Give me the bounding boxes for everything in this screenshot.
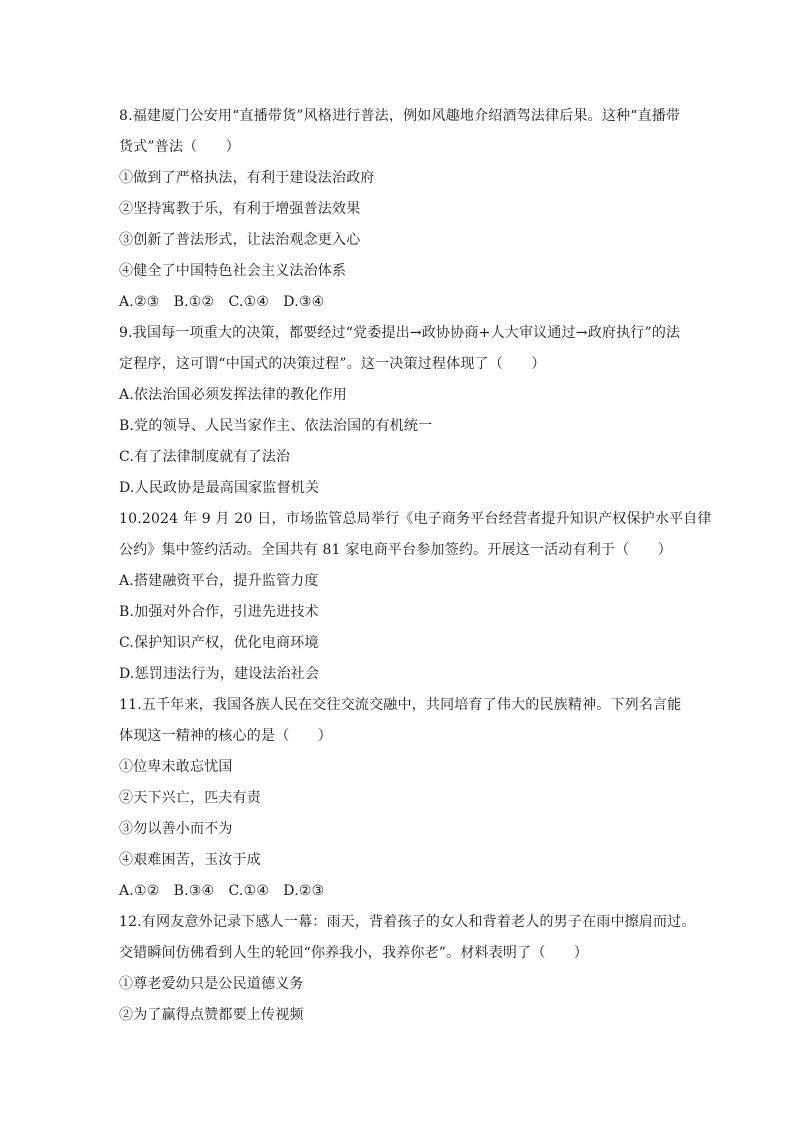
option-item: ②为了赢得点赞都要上传视频 [119, 1007, 304, 1023]
option-item: B.加强对外合作，引进先进技术 [119, 604, 319, 620]
exam-page [119, 101, 712, 1031]
question-11 [119, 690, 694, 907]
question-stem-line: 8.福建厦门公安用“直播带货”风格进行普法，例如风趣地介绍酒驾法律后果。这种“直播带 [119, 108, 681, 124]
option-item: A.依法治国必须发挥法律的教化作用 [119, 387, 347, 403]
question-stem-line: 交错瞬间仿佛看到人生的轮回“你养我小，我养你老”。材料表明了（ ） [119, 945, 589, 961]
option-item: C.有了法律制度就有了法治 [119, 449, 291, 465]
option-item: ④艰难困苦，玉汝于成 [119, 852, 261, 868]
option-item: ①尊老爱幼只是公民道德义务 [119, 976, 304, 992]
question-stem-line: 9.我国每一项重大的决策，都要经过“党委提出→政协协商+人大审议通过→政府执行”的法 [119, 325, 681, 341]
option-item: ②坚持寓教于乐，有利于增强普法效果 [119, 201, 361, 217]
question-stem-line: 货式”普法（ ） [119, 139, 240, 155]
question-stem-line: 12.有网友意外记录下感人一幕：雨天，背着孩子的女人和背着老人的男子在雨中擦肩而过。 [119, 914, 696, 930]
question-stem-line: 体现这一精神的核心的是（ ） [119, 728, 332, 744]
question-stem-line: 公约》集中签约活动。全国共有 81 家电商平台参加签约。开展这一活动有利于（ ） [119, 542, 672, 558]
option-item: ①位卑未敢忘忧国 [119, 759, 233, 775]
option-item: ③勿以善小而不为 [119, 821, 233, 837]
option-item: ①做到了严格执法，有利于建设法治政府 [119, 170, 375, 186]
option-item: ④健全了中国特色社会主义法治体系 [119, 263, 347, 279]
option-item: B.党的领导、人民当家作主、依法治国的有机统一 [119, 418, 433, 434]
question-stem-line: 10.2024 年 9 月 20 日，市场监管总局举行《电子商务平台经营者提升知识产权保护水平自律 [119, 511, 712, 527]
question-stem-line: 11.五千年来，我国各族人民在交往交流交融中，共同培育了伟大的民族精神。下列名言能 [119, 697, 682, 713]
option-item: ②天下兴亡，匹夫有责 [119, 790, 261, 806]
option-item: C.保护知识产权，优化电商环境 [119, 635, 319, 651]
option-item: D.惩罚违法行为，建设法治社会 [119, 666, 320, 682]
option-item: D.人民政协是最高国家监督机关 [119, 480, 320, 496]
option-item: A.搭建融资平台，提升监管力度 [119, 573, 319, 589]
question-stem-line: 定程序，这可谓“中国式的决策过程”。这一决策过程体现了（ ） [119, 356, 546, 372]
question-9 [119, 318, 694, 504]
answer-choices: A.②③ B.①② C.①④ D.③④ [119, 294, 325, 310]
question-10 [119, 504, 712, 690]
question-8 [119, 101, 694, 318]
option-item: ③创新了普法形式，让法治观念更入心 [119, 232, 361, 248]
answer-choices: A.①② B.③④ C.①④ D.②③ [119, 883, 325, 899]
question-12 [119, 907, 694, 1031]
